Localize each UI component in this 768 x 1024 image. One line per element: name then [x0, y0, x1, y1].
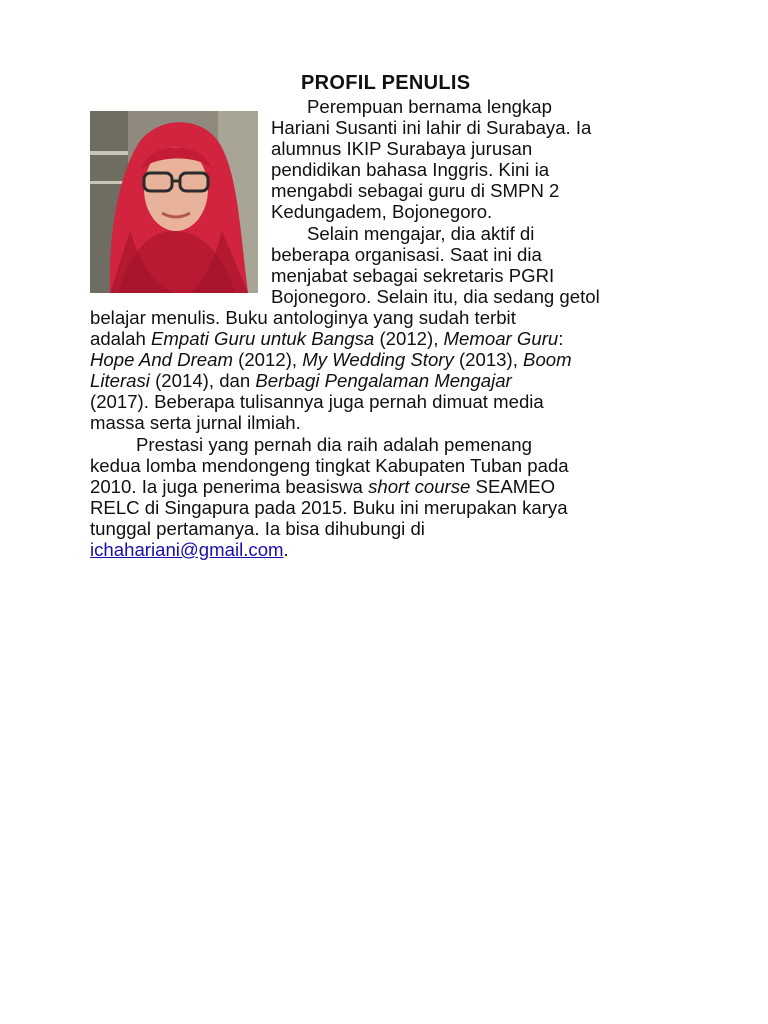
text-line: menjabat sebagai sekretaris PGRI [271, 264, 555, 286]
emphasis: short course [368, 475, 471, 497]
text-line [90, 539, 690, 560]
text-line: beberapa organisasi. Saat ini dia [271, 243, 542, 265]
book-title: Empati Guru untuk Bangsa [151, 328, 375, 350]
book-title: Memoar Guru [443, 328, 559, 350]
text-line: Bojonegoro. Selain itu, dia sedang getol [271, 285, 600, 307]
text-line: massa serta jurnal ilmiah. [90, 412, 301, 434]
text-span: . [283, 538, 289, 560]
text-line: Kedungadem, Bojonegoro. [271, 201, 493, 223]
text-line [90, 370, 690, 391]
text-line [90, 476, 690, 497]
book-title: Hope And Dream [90, 349, 233, 371]
text-line: belajar menulis. Buku antologinya yang sudah terbit [90, 306, 516, 328]
text-span: adalah [90, 328, 152, 350]
book-title: Literasi [90, 370, 150, 392]
text-line: (2017). Beberapa tulisannya juga pernah dimuat media [90, 391, 544, 413]
text-line: Hariani Susanti ini lahir di Surabaya. Ia [271, 117, 592, 139]
text-line: RELC di Singapura pada 2015. Buku ini merupakan karya [90, 496, 568, 518]
text-line: Prestasi yang pernah dia raih adalah pemenang [136, 433, 532, 455]
text-line: mengabdi sebagai guru di SMPN 2 [271, 180, 560, 202]
text-span: : [558, 328, 564, 350]
text-line: tunggal pertamanya. Ia bisa dihubungi di [90, 517, 425, 539]
book-title: Berbagi Pengalaman Mengajar [255, 370, 512, 392]
text-span: (2012), [374, 328, 444, 350]
text-span: (2014), dan [149, 370, 256, 392]
text-line: kedua lomba mendongeng tingkat Kabupaten Tuban pada [90, 454, 569, 476]
text-line [90, 328, 690, 349]
text-line: Selain mengajar, dia aktif di [307, 222, 535, 244]
text-span: (2012), [232, 349, 303, 371]
book-title: Boom [523, 349, 572, 371]
text-line: pendidikan bahasa Inggris. Kini ia [271, 159, 550, 181]
text-span: SEAMEO [470, 475, 556, 497]
text-span: 2010. Ia juga penerima beasiswa [90, 475, 369, 497]
text-line [90, 349, 690, 370]
text-line: alumnus IKIP Surabaya jurusan [271, 138, 533, 160]
book-title: My Wedding Story [302, 349, 454, 371]
text-span: (2013), [453, 349, 524, 371]
author-profile-text [90, 96, 690, 560]
page-title: PROFIL PENULIS [301, 72, 471, 94]
email-link[interactable]: ichahariani@gmail.com [90, 538, 284, 560]
text-line: Perempuan bernama lengkap [307, 96, 552, 117]
